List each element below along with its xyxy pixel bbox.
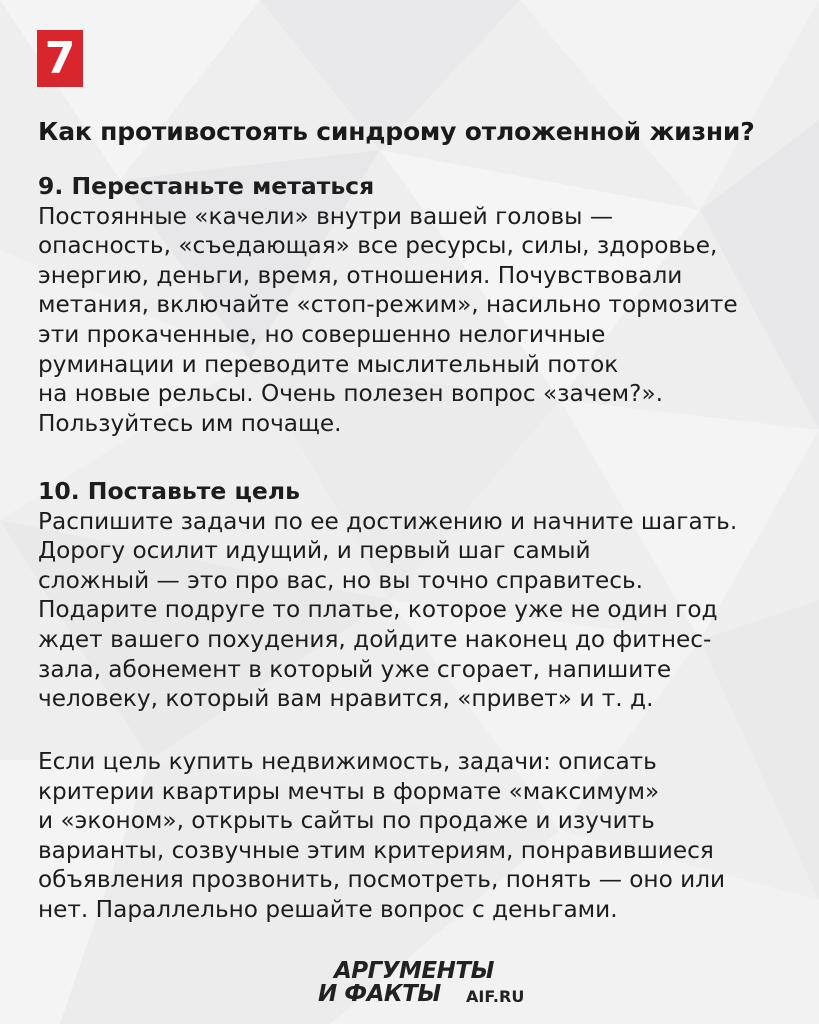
paragraph-line: Распишите задачи по ее достижению и начните шагать. (38, 507, 738, 535)
paragraph-line: энергию, деньги, время, отношения. Почувствовали (38, 261, 683, 289)
paragraph-line: сложный — это про вас, но вы точно справитесь. (38, 566, 644, 594)
page-number-badge: 7 (37, 30, 83, 87)
paragraph-line: варианты, созвучные этим критериям, понравившиеся (38, 836, 714, 864)
page-title: Как противостоять синдрому отложенной жизни? (38, 117, 755, 146)
paragraph-line: нет. Параллельно решайте вопрос с деньгами. (38, 895, 618, 923)
paragraph-line: Если цель купить недвижимость, задачи: описать (38, 748, 657, 775)
paragraph-line: и «эконом», открыть сайты по продаже и изучить (38, 807, 655, 835)
paragraph-line: опасность, «съедающая» все ресурсы, силы, здоровье, (38, 232, 718, 260)
paragraph-line: Пользуйтесь им почаще. (38, 409, 342, 437)
paragraph-line: зала, абонемент в который уже сгорает, напишите (38, 655, 672, 683)
logo-site: AIF.RU (466, 987, 525, 1006)
paragraph-line: руминации и переводите мыслительный поток (38, 350, 619, 378)
paragraph-line: ждет вашего похудения, дойдите наконец до фитнес- (38, 625, 712, 653)
section-10-continued (38, 747, 798, 925)
paragraph-line: эти прокаченные, но совершенно нелогичные (38, 320, 606, 348)
paragraph-line: на новые рельсы. Очень полезен вопрос «зачем?». (38, 380, 664, 408)
aif-logo (318, 958, 528, 1010)
paragraph-line: человеку, который вам нравится, «привет» и т. д. (38, 685, 654, 713)
paragraph-line: объявления прозвонить, посмотреть, понять — оно или (38, 866, 726, 894)
paragraph-line: Дорогу осилит идущий, и первый шаг самый (38, 537, 591, 565)
section-heading: 9. Перестаньте метаться (38, 172, 375, 200)
section-9 (38, 172, 798, 438)
section-heading: 10. Поставьте цель (38, 477, 300, 505)
paragraph-line: Подарите подруге то платье, которое уже не один год (38, 596, 718, 624)
paragraph-line: критерии квартиры мечты в формате «максимум» (38, 777, 660, 805)
section-10 (38, 477, 798, 714)
paragraph-line: Постоянные «качели» внутри вашей головы — (38, 202, 614, 230)
logo-line-2: И ФАКТЫ (318, 981, 441, 1007)
paragraph-line: метания, включайте «стоп-режим», насильно тормозите (38, 291, 738, 319)
logo-line-1: АРГУМЕНТЫ (334, 958, 494, 984)
